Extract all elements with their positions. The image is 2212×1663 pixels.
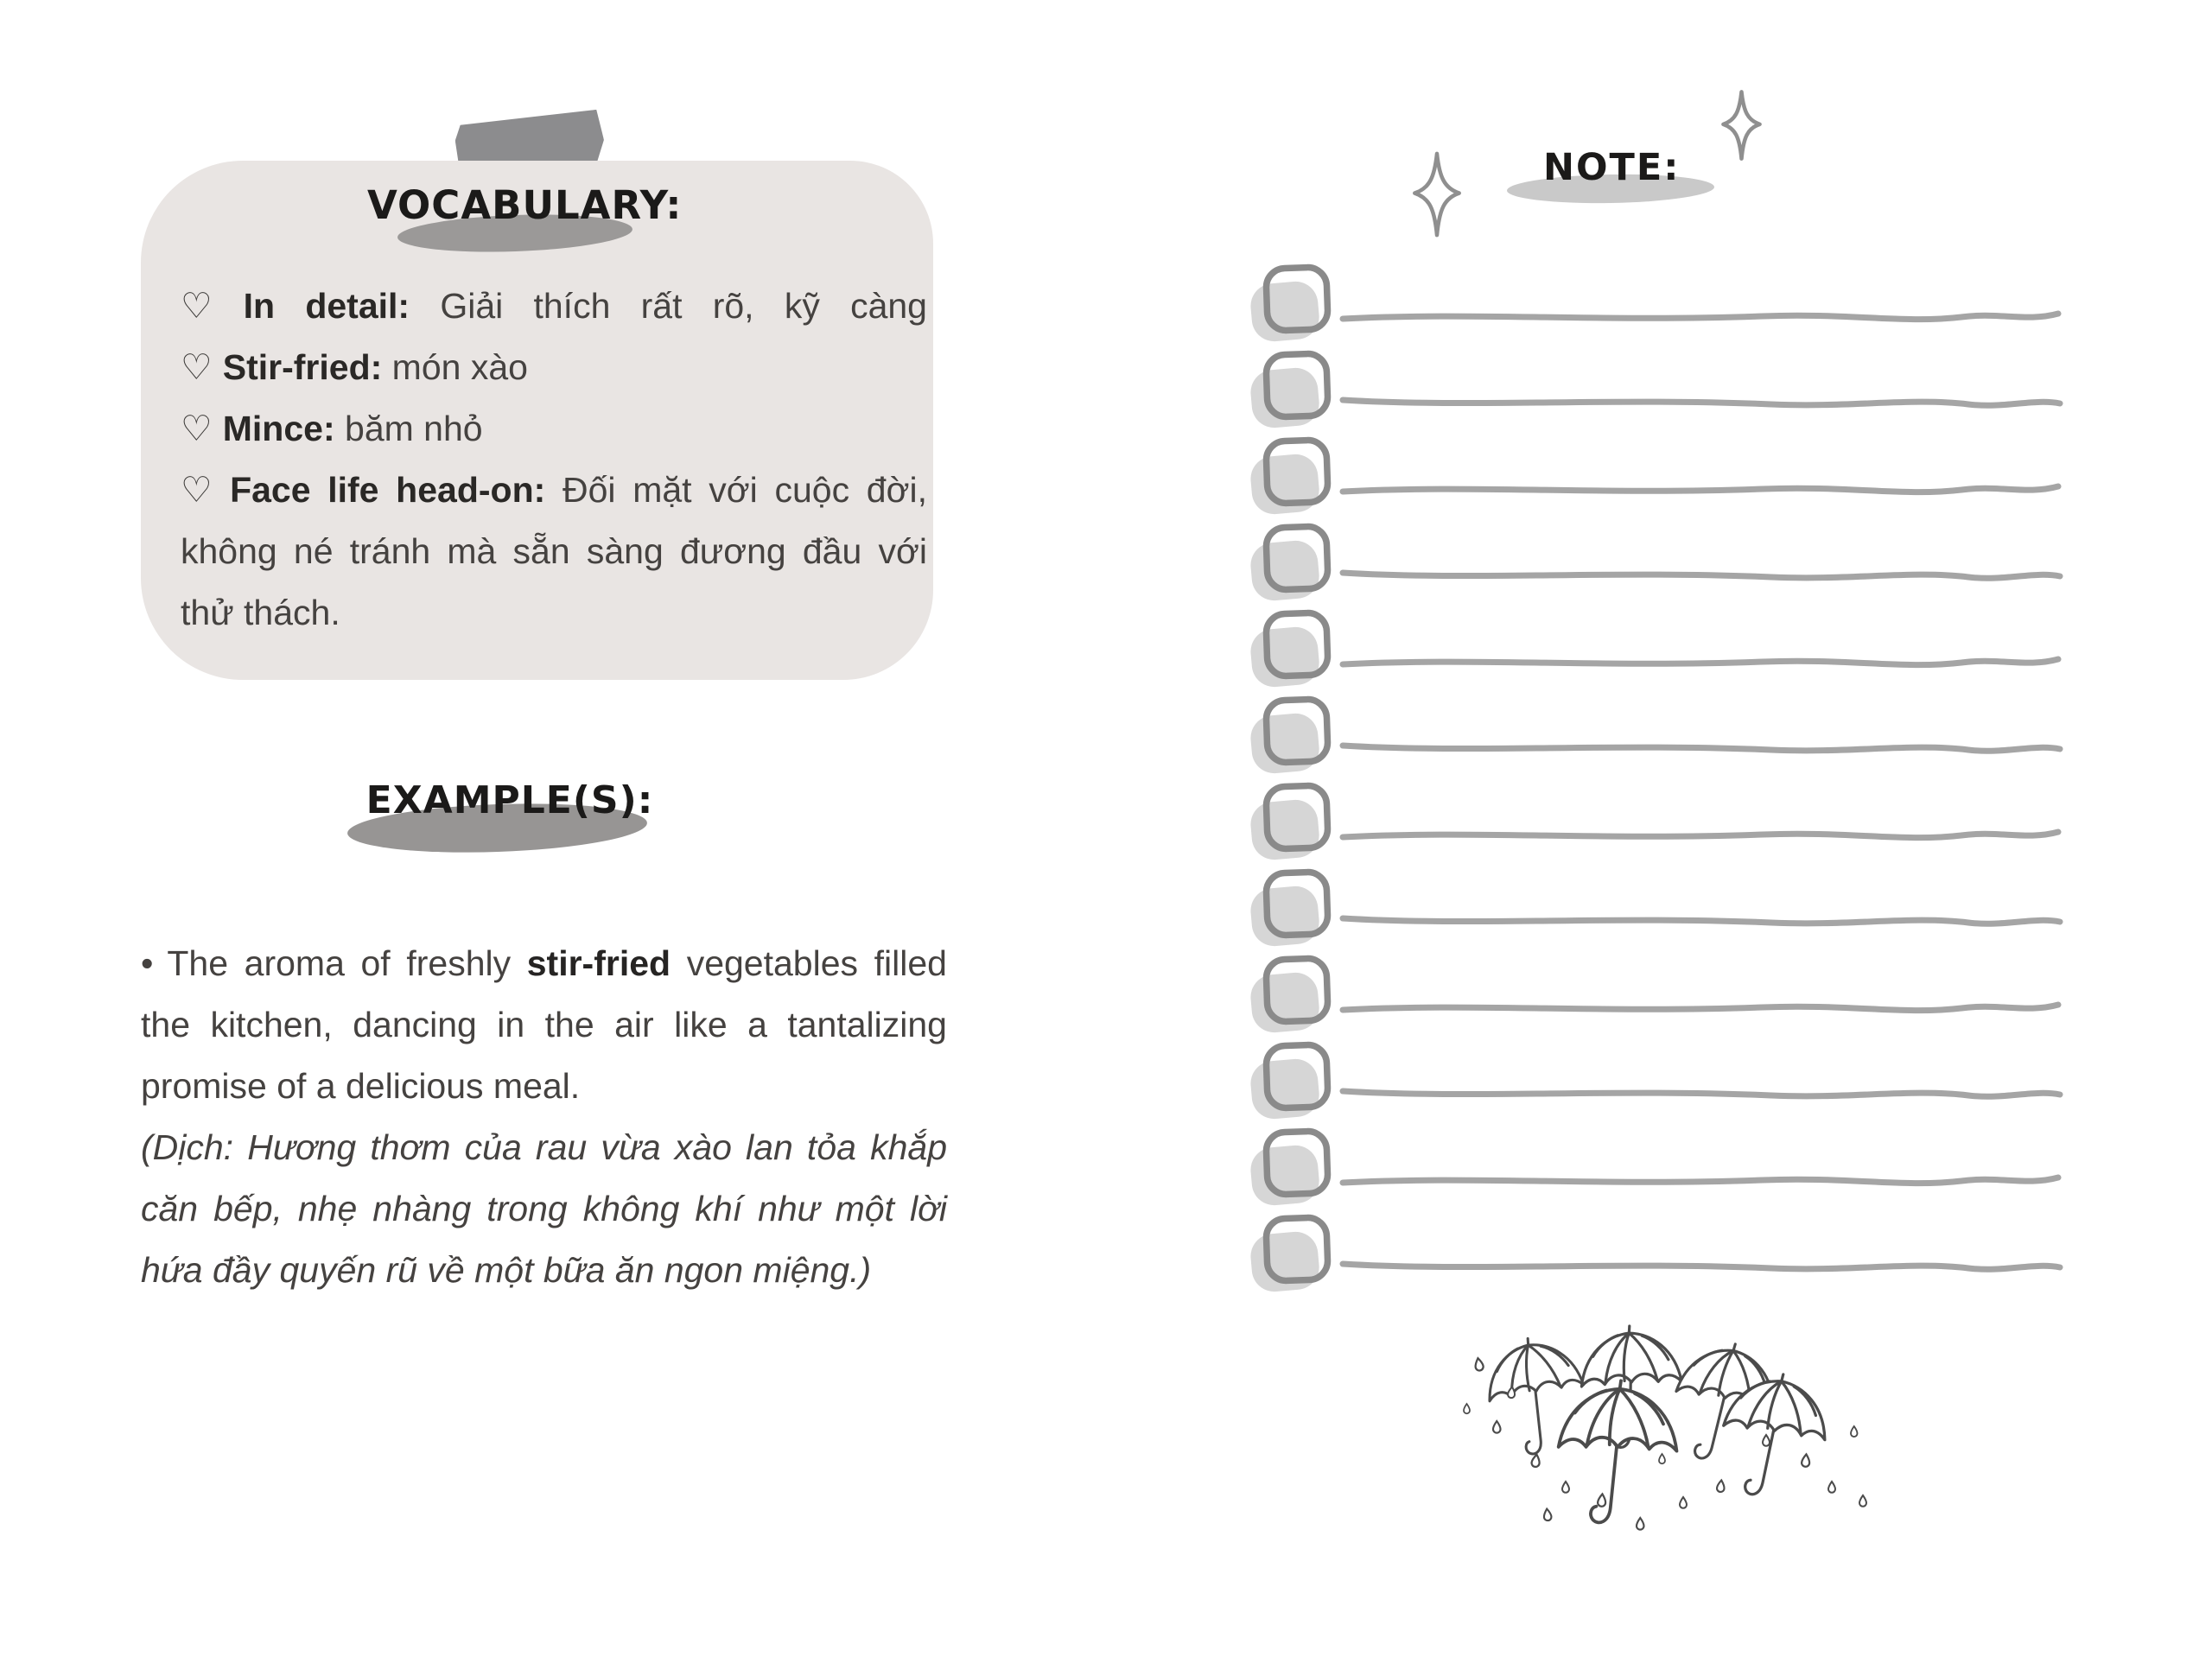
note-line-row <box>1244 346 2078 432</box>
note-rule-line <box>1343 746 2060 751</box>
heart-bullet-icon: ♡ <box>181 347 213 387</box>
four-point-sparkle-icon <box>1412 151 1462 238</box>
note-rule-line <box>1343 918 2060 924</box>
vocab-term: Mince: <box>222 409 335 448</box>
note-line-row <box>1244 259 2078 346</box>
bullet-dot: • <box>141 943 154 983</box>
four-point-sparkle-icon <box>1721 90 1762 161</box>
vocab-definition: băm nhỏ <box>345 409 483 448</box>
vocab-term: Face life head-on: <box>230 470 546 510</box>
vocab-definition: Giải thích rất rõ, kỹ càng <box>440 286 927 326</box>
note-rule-line <box>1343 832 2058 838</box>
doodle-checkbox-icon <box>1249 958 1328 1034</box>
vocab-term: In detail: <box>243 286 410 326</box>
example-translation: (Dịch: Hương thơm của rau vừa xào lan tỏa khắp căn bếp, nhẹ nhàng trong không khí như một lời hứa đầy quyến rũ về một bữa ăn ngon miệng.) <box>141 1127 947 1290</box>
note-line-row <box>1244 864 2078 950</box>
note-rule-line <box>1343 1264 2060 1269</box>
doodle-checkbox-icon <box>1249 1044 1328 1120</box>
vocabulary-list <box>181 276 927 644</box>
note-line-row <box>1244 778 2078 864</box>
example-sentence <box>141 933 947 1117</box>
doodle-checkbox-icon <box>1249 267 1328 343</box>
examples-title: EXAMPLE(S): <box>365 778 654 822</box>
example-text: vegetables filled the kitchen, dancing in the air like a tantalizing promise of a delicious meal. <box>141 943 947 1106</box>
note-rule-line <box>1343 659 2058 665</box>
doodle-checkbox-icon <box>1249 1217 1328 1293</box>
doodle-checkbox-icon <box>1249 613 1328 689</box>
vocab-definition: Đối mặt với cuộc đời, không né tránh mà sẵn sàng đương đầu với thử thách. <box>181 470 927 632</box>
doodle-checkbox-icon <box>1249 1131 1328 1207</box>
vocab-item <box>181 337 927 398</box>
note-line-row <box>1244 1209 2078 1296</box>
heart-bullet-icon: ♡ <box>181 470 220 510</box>
note-rule-line <box>1343 314 2058 320</box>
vocab-item <box>181 276 927 337</box>
vocab-item <box>181 460 927 644</box>
note-line-row <box>1244 950 2078 1037</box>
note-line-row <box>1244 432 2078 518</box>
note-rule-line <box>1343 1177 2058 1184</box>
note-line-row <box>1244 1037 2078 1123</box>
doodle-checkbox-icon <box>1249 353 1328 429</box>
doodle-checkbox-icon <box>1249 785 1328 861</box>
example-highlight-word: stir-fried <box>526 943 671 983</box>
doodle-checkbox-icon <box>1249 872 1328 948</box>
note-rule-line <box>1343 486 2058 492</box>
note-rule-line <box>1343 1005 2058 1011</box>
vocab-term: Stir-fried: <box>222 347 383 387</box>
note-line-row <box>1244 691 2078 778</box>
example-text: The aroma of freshly <box>167 943 527 983</box>
note-line-row <box>1244 1123 2078 1209</box>
note-line-row <box>1244 605 2078 691</box>
doodle-checkbox-icon <box>1249 440 1328 516</box>
note-rule-line <box>1343 400 2060 405</box>
note-line-row <box>1244 518 2078 605</box>
examples-block <box>141 933 947 1301</box>
vocabulary-title: VOCABULARY: <box>367 182 683 228</box>
note-lines <box>1244 259 2078 1296</box>
heart-bullet-icon: ♡ <box>181 286 233 326</box>
note-rule-line <box>1343 1091 2060 1096</box>
vocab-definition: món xào <box>391 347 528 387</box>
note-rule-line <box>1343 573 2060 578</box>
vocab-item <box>181 398 927 460</box>
doodle-checkbox-icon <box>1249 526 1328 602</box>
doodle-checkbox-icon <box>1249 699 1328 775</box>
umbrellas-rain-doodle <box>1459 1323 1877 1571</box>
heart-bullet-icon: ♡ <box>181 409 213 448</box>
note-title: NOTE: <box>1543 146 1681 189</box>
